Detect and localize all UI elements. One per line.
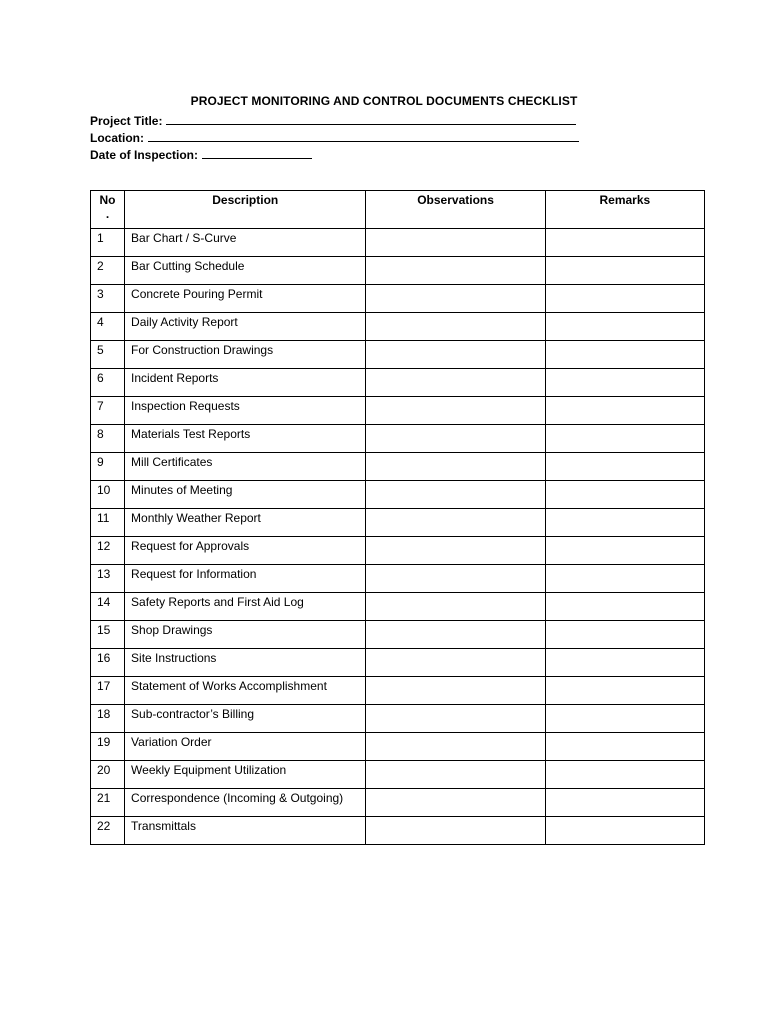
row-observations-cell[interactable]: [366, 313, 545, 341]
document-title: PROJECT MONITORING AND CONTROL DOCUMENTS CHECKLIST: [190, 94, 578, 108]
table-row: [91, 257, 705, 285]
header-observations: Observations: [366, 191, 545, 229]
table-row: [91, 285, 705, 313]
location-blank-line[interactable]: [148, 129, 579, 142]
table-row: [91, 705, 705, 733]
row-description: Bar Cutting Schedule: [125, 257, 366, 285]
header-row: [91, 191, 705, 229]
row-observations-cell[interactable]: [366, 705, 545, 733]
row-number: 16: [91, 649, 125, 677]
row-number: 2: [91, 257, 125, 285]
row-description: Monthly Weather Report: [125, 509, 366, 537]
row-number: 6: [91, 369, 125, 397]
row-observations-cell[interactable]: [366, 537, 545, 565]
row-description: For Construction Drawings: [125, 341, 366, 369]
row-remarks-cell[interactable]: [545, 621, 704, 649]
header-no: No .: [91, 191, 125, 229]
row-observations-cell[interactable]: [366, 425, 545, 453]
row-number: 5: [91, 341, 125, 369]
row-observations-cell[interactable]: [366, 593, 545, 621]
row-remarks-cell[interactable]: [545, 761, 704, 789]
row-remarks-cell[interactable]: [545, 789, 704, 817]
row-remarks-cell[interactable]: [545, 285, 704, 313]
row-observations-cell[interactable]: [366, 565, 545, 593]
row-observations-cell[interactable]: [366, 649, 545, 677]
row-remarks-cell[interactable]: [545, 453, 704, 481]
row-remarks-cell[interactable]: [545, 313, 704, 341]
table-row: [91, 397, 705, 425]
row-number: 17: [91, 677, 125, 705]
project-title-blank-line[interactable]: [166, 112, 576, 125]
row-number: 13: [91, 565, 125, 593]
row-description: Mill Certificates: [125, 453, 366, 481]
row-description: Incident Reports: [125, 369, 366, 397]
row-remarks-cell[interactable]: [545, 705, 704, 733]
table-row: [91, 313, 705, 341]
row-remarks-cell[interactable]: [545, 593, 704, 621]
table-row: [91, 509, 705, 537]
row-remarks-cell[interactable]: [545, 733, 704, 761]
row-observations-cell[interactable]: [366, 509, 545, 537]
row-observations-cell[interactable]: [366, 257, 545, 285]
row-remarks-cell[interactable]: [545, 229, 704, 257]
row-number: 10: [91, 481, 125, 509]
table-row: [91, 649, 705, 677]
row-description: Sub-contractor’s Billing: [125, 705, 366, 733]
row-description: Correspondence (Incoming & Outgoing): [125, 789, 366, 817]
row-number: 22: [91, 817, 125, 845]
header-description: Description: [125, 191, 366, 229]
table-row: [91, 593, 705, 621]
row-number: 15: [91, 621, 125, 649]
row-description: Daily Activity Report: [125, 313, 366, 341]
row-remarks-cell[interactable]: [545, 565, 704, 593]
row-remarks-cell[interactable]: [545, 425, 704, 453]
row-description: Site Instructions: [125, 649, 366, 677]
table-row: [91, 481, 705, 509]
table-row: [91, 425, 705, 453]
header-remarks: Remarks: [545, 191, 704, 229]
table-row: [91, 789, 705, 817]
row-description: Statement of Works Accomplishment: [125, 677, 366, 705]
table-row: [91, 229, 705, 257]
row-observations-cell[interactable]: [366, 789, 545, 817]
row-number: 7: [91, 397, 125, 425]
row-number: 20: [91, 761, 125, 789]
table-row: [91, 677, 705, 705]
row-observations-cell[interactable]: [366, 369, 545, 397]
row-observations-cell[interactable]: [366, 229, 545, 257]
project-title-label: Project Title:: [90, 114, 163, 128]
row-observations-cell[interactable]: [366, 761, 545, 789]
row-remarks-cell[interactable]: [545, 677, 704, 705]
row-remarks-cell[interactable]: [545, 397, 704, 425]
row-remarks-cell[interactable]: [545, 481, 704, 509]
date-of-inspection-blank-line[interactable]: [202, 146, 312, 159]
row-observations-cell[interactable]: [366, 481, 545, 509]
table-header: [91, 191, 705, 229]
row-description: Variation Order: [125, 733, 366, 761]
row-observations-cell[interactable]: [366, 733, 545, 761]
row-observations-cell[interactable]: [366, 341, 545, 369]
row-description: Shop Drawings: [125, 621, 366, 649]
table-body: [91, 229, 705, 845]
row-number: 19: [91, 733, 125, 761]
location-label: Location:: [90, 131, 144, 145]
row-observations-cell[interactable]: [366, 285, 545, 313]
row-observations-cell[interactable]: [366, 677, 545, 705]
row-number: 11: [91, 509, 125, 537]
checklist-table: [90, 190, 705, 845]
table-row: [91, 817, 705, 845]
row-number: 1: [91, 229, 125, 257]
row-remarks-cell[interactable]: [545, 649, 704, 677]
row-description: Inspection Requests: [125, 397, 366, 425]
row-number: 4: [91, 313, 125, 341]
table-row: [91, 369, 705, 397]
table-row: [91, 761, 705, 789]
row-description: Concrete Pouring Permit: [125, 285, 366, 313]
row-observations-cell[interactable]: [366, 397, 545, 425]
row-remarks-cell[interactable]: [545, 509, 704, 537]
row-number: 8: [91, 425, 125, 453]
row-number: 14: [91, 593, 125, 621]
row-remarks-cell[interactable]: [545, 817, 704, 845]
row-description: Transmittals: [125, 817, 366, 845]
row-number: 3: [91, 285, 125, 313]
row-observations-cell[interactable]: [366, 453, 545, 481]
row-description: Weekly Equipment Utilization: [125, 761, 366, 789]
date-of-inspection-field: [90, 146, 312, 162]
row-observations-cell[interactable]: [366, 621, 545, 649]
table-row: [91, 621, 705, 649]
row-description: Materials Test Reports: [125, 425, 366, 453]
date-of-inspection-label: Date of Inspection:: [90, 148, 199, 162]
table-row: [91, 537, 705, 565]
row-remarks-cell[interactable]: [545, 341, 704, 369]
row-remarks-cell[interactable]: [545, 369, 704, 397]
table-row: [91, 565, 705, 593]
row-description: Minutes of Meeting: [125, 481, 366, 509]
table-row: [91, 733, 705, 761]
row-description: Request for Information: [125, 565, 366, 593]
table-row: [91, 453, 705, 481]
row-number: 9: [91, 453, 125, 481]
row-remarks-cell[interactable]: [545, 257, 704, 285]
row-remarks-cell[interactable]: [545, 537, 704, 565]
row-description: Bar Chart / S-Curve: [125, 229, 366, 257]
location-field: [90, 129, 579, 145]
row-number: 21: [91, 789, 125, 817]
project-title-field: [90, 112, 576, 128]
table-row: [91, 341, 705, 369]
row-observations-cell[interactable]: [366, 817, 545, 845]
row-description: Safety Reports and First Aid Log: [125, 593, 366, 621]
row-number: 12: [91, 537, 125, 565]
row-description: Request for Approvals: [125, 537, 366, 565]
row-number: 18: [91, 705, 125, 733]
